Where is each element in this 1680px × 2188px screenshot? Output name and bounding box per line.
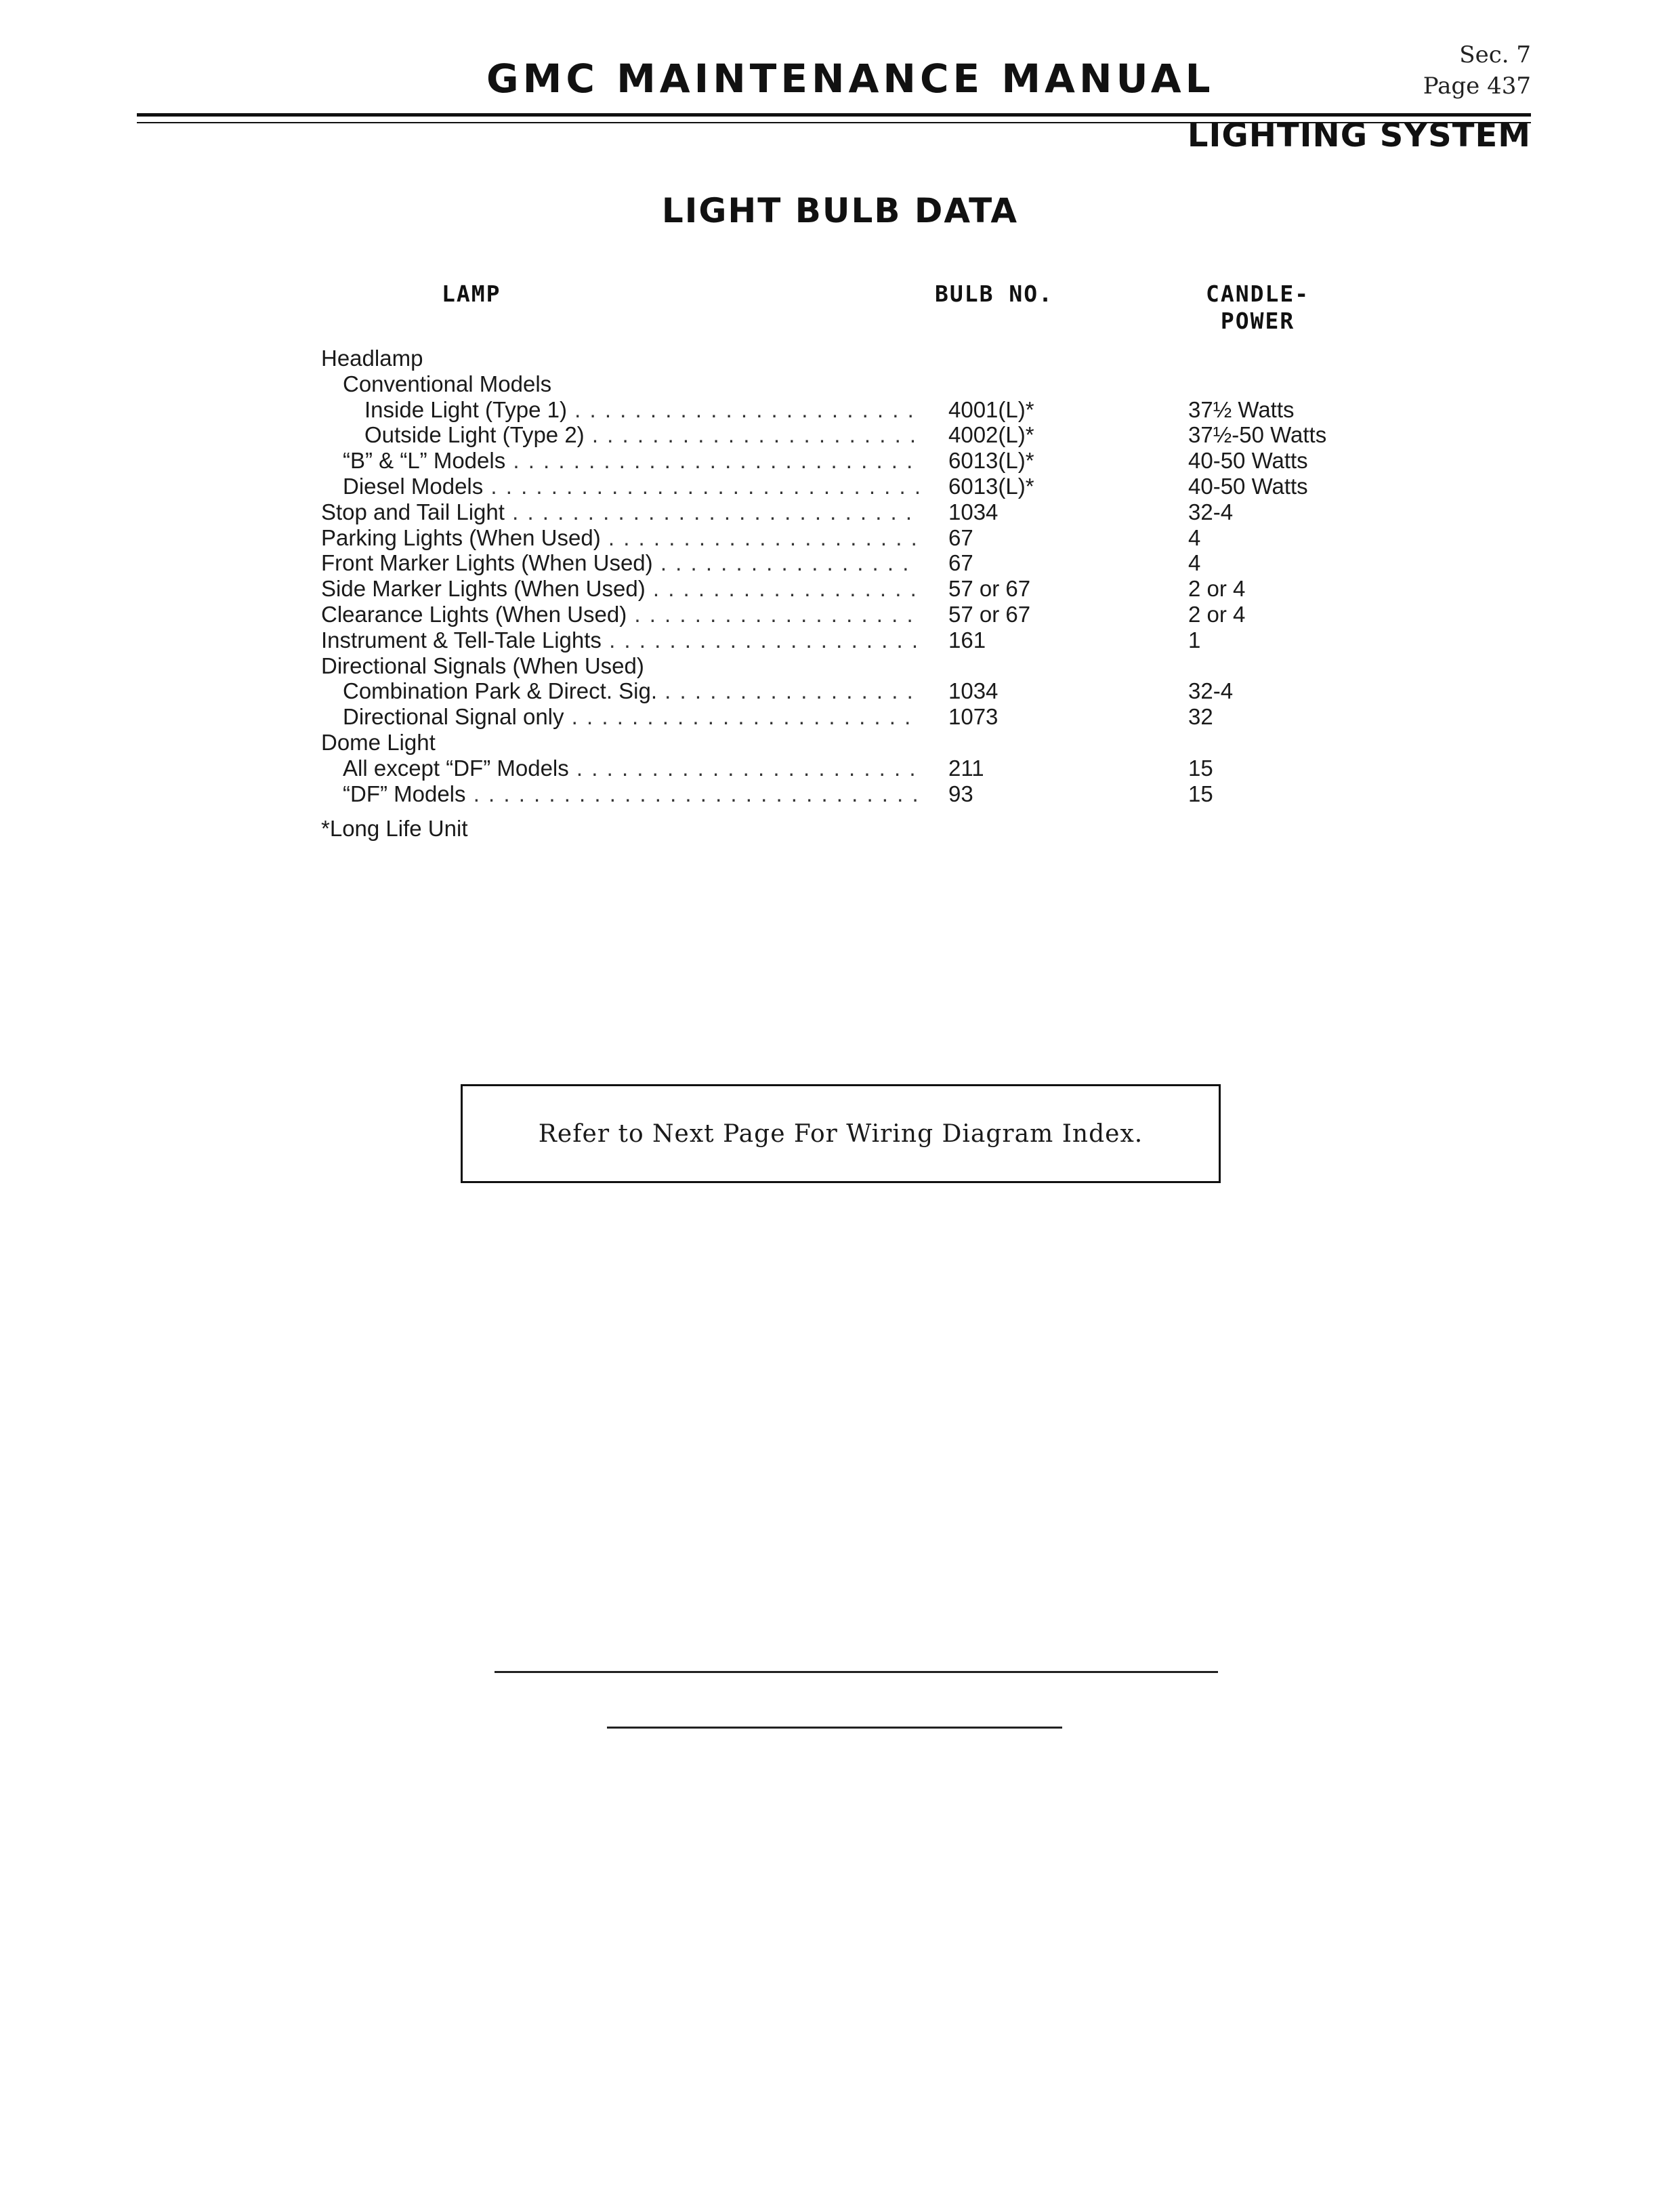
candlepower-cell: 4 [1188, 550, 1201, 576]
section-page-block [1423, 39, 1531, 102]
lamp-cell: Headlamp [321, 346, 423, 371]
candlepower-cell: 40-50 Watts [1188, 448, 1308, 474]
lamp-cell: Parking Lights (When Used) . . . [321, 525, 919, 551]
bulb-number-cell: 67 [948, 550, 973, 576]
lamp-cell: Directional Signal only . . . [321, 704, 919, 730]
candlepower-cell: 37½ Watts [1188, 396, 1295, 422]
bulb-number-cell: 211 [948, 755, 984, 781]
lamp-cell: All except “DF” Models . . . [321, 756, 919, 781]
lamp-column-header: LAMP [442, 281, 501, 307]
divider-line-long [495, 1671, 1218, 1673]
bulb-number-cell: 161 [948, 627, 986, 653]
divider-line-short [607, 1727, 1062, 1729]
page-title: LIGHT BULB DATA [661, 191, 1019, 230]
footnote: *Long Life Unit [321, 816, 468, 841]
lamp-cell: Instrument & Tell-Tale Lights . . . [321, 627, 919, 653]
bulb-number-cell: 4002(L)* [948, 422, 1034, 448]
candlepower-cell: 32 [1188, 704, 1213, 730]
lamp-cell: Clearance Lights (When Used) . . . [321, 602, 919, 627]
lamp-cell: Inside Light (Type 1) . . . [321, 397, 919, 423]
candlepower-cell: 32-4 [1188, 499, 1234, 524]
candlepower-cell: 2 or 4 [1188, 601, 1246, 627]
candlepower-cell: 2 or 4 [1188, 576, 1246, 602]
bulb-number-cell: 67 [948, 524, 973, 550]
candlepower-cell: 4 [1188, 524, 1201, 550]
lamp-cell: Conventional Models [343, 371, 552, 396]
lamp-cell: Directional Signals (When Used) [321, 653, 644, 678]
page-number: Page 437 [1423, 73, 1531, 100]
candlepower-cell: 1 [1188, 627, 1201, 653]
bulb-number-cell: 57 or 67 [948, 601, 1031, 627]
lamp-cell: “DF” Models . . . [321, 781, 919, 807]
bulb-number-cell: 93 [948, 781, 973, 806]
bulb-number-cell: 1034 [948, 678, 999, 704]
bulb-number-cell: 4001(L)* [948, 396, 1034, 422]
section-name: LIGHTING SYSTEM [1187, 117, 1531, 154]
bulb-number-cell: 6013(L)* [948, 448, 1034, 474]
candlepower-cell: 32-4 [1188, 678, 1234, 704]
candlepower-cell: 37½-50 Watts [1188, 422, 1327, 448]
lamp-cell: Side Marker Lights (When Used) . . . [321, 576, 919, 602]
bulb-number-cell: 1073 [948, 704, 999, 730]
bulb-number-cell: 6013(L)* [948, 473, 1034, 499]
lamp-cell: Combination Park & Direct. Sig. . . . [321, 678, 919, 704]
notice-box [461, 1084, 1221, 1183]
lamp-cell: Front Marker Lights (When Used) . . . [321, 550, 919, 576]
candlepower-column-header [1206, 281, 1309, 335]
bulb-column-header: BULB NO. [935, 281, 1053, 307]
bulb-number-cell: 1034 [948, 499, 999, 524]
lamp-cell: “B” & “L” Models . . . [321, 448, 919, 474]
candlepower-cell: 40-50 Watts [1188, 473, 1308, 499]
lamp-cell: Stop and Tail Light . . . [321, 499, 919, 525]
candlepower-header-line1: CANDLE- [1206, 281, 1310, 307]
notice-text: Refer to Next Page For Wiring Diagram Index. [538, 1119, 1143, 1148]
manual-title: GMC MAINTENANCE MANUAL [486, 56, 1215, 102]
candlepower-cell: 15 [1188, 755, 1213, 781]
lamp-cell: Outside Light (Type 2) . . . [321, 422, 919, 448]
lamp-cell: Diesel Models . . . [321, 474, 919, 499]
candlepower-header-line2: POWER [1220, 308, 1295, 334]
lamp-cell: Dome Light [321, 729, 436, 755]
section-number: Sec. 7 [1459, 41, 1531, 68]
candlepower-cell: 15 [1188, 781, 1213, 806]
bulb-number-cell: 57 or 67 [948, 576, 1031, 602]
